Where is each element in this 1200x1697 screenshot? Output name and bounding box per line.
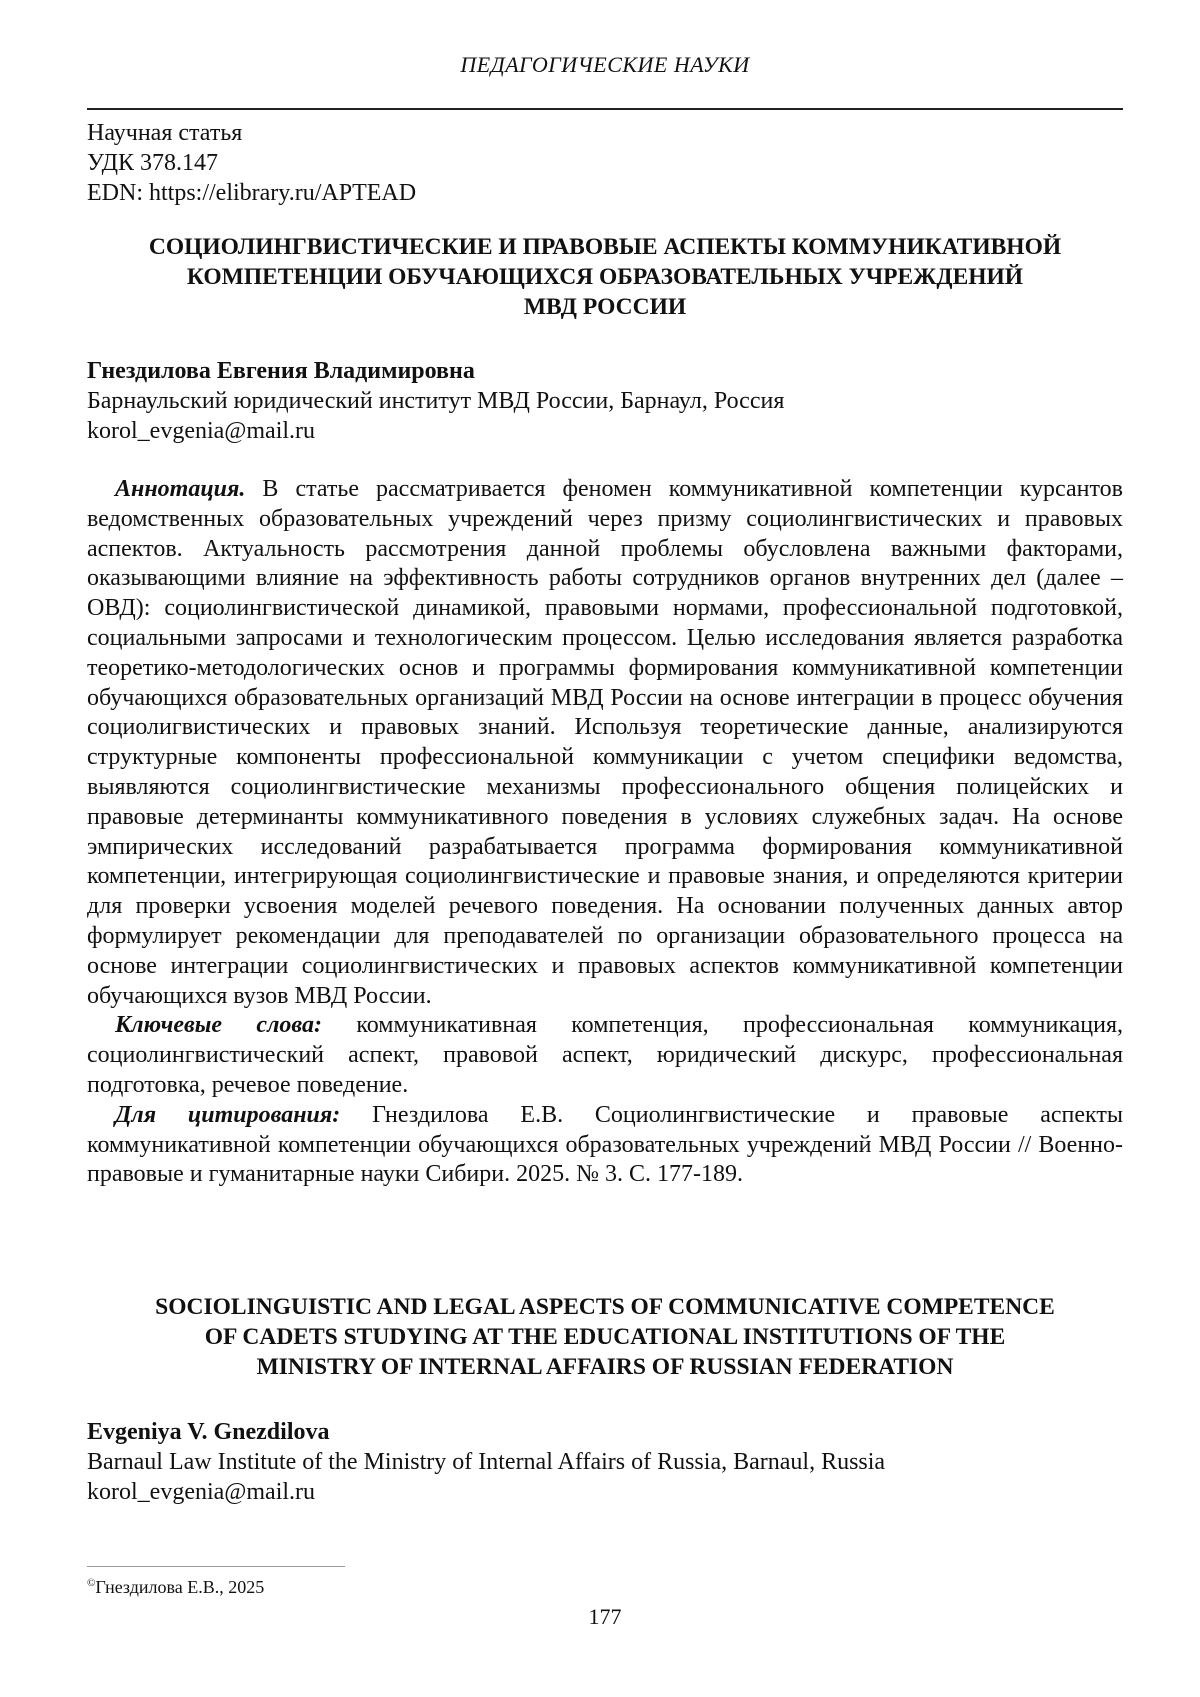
title-en-line-2: OF CADETS STUDYING AT THE EDUCATIONAL INSTITUTIONS OF THE: [204, 1324, 1006, 1350]
citation-paragraph: [87, 1101, 1123, 1190]
article-type: Научная статья: [87, 120, 243, 146]
footnote-rule: [87, 1566, 345, 1567]
title-ru-line-3: МВД РОССИИ: [523, 294, 687, 320]
copyright-text: Гнездилова Е.В., 2025: [95, 1577, 265, 1597]
page-number: 177: [588, 1604, 622, 1629]
author-email-en[interactable]: korol_evgenia@mail.ru: [87, 1479, 316, 1505]
edn-link[interactable]: EDN: https://elibrary.ru/APTEAD: [87, 180, 417, 206]
citation-label: Для цитирования:: [115, 1101, 341, 1128]
keywords-paragraph: [87, 1011, 1123, 1100]
author-block-russian: [87, 356, 784, 446]
title-ru-line-2: КОМПЕТЕНЦИИ ОБУЧАЮЩИХСЯ ОБРАЗОВАТЕЛЬНЫХ УЧРЕЖДЕНИЙ: [186, 264, 1024, 290]
author-name-ru: Гнездилова Евгения Владимировна: [87, 358, 475, 384]
citation-text: Гнездилова Е.В. Социолингвистические и правовые аспекты коммуникативной компетенции обучающихся образовательных учреждений МВД России // Военно-правовые и гуманитарные науки Сибири. 2025. № 3. С. 177-189.: [87, 1101, 1123, 1188]
author-affiliation-en: Barnaul Law Institute of the Ministry of Internal Affairs of Russia, Barnaul, Russia: [87, 1449, 886, 1475]
copyright-mark: ©: [87, 1577, 96, 1589]
title-ru-line-1: СОЦИОЛИНГВИСТИЧЕСКИЕ И ПРАВОВЫЕ АСПЕКТЫ КОММУНИКАТИВНОЙ: [148, 234, 1062, 260]
title-en-line-3: MINISTRY OF INTERNAL AFFAIRS OF RUSSIAN FEDERATION: [256, 1354, 954, 1380]
keywords-text: коммуникативная компетенция, профессиональная коммуникация, социолингвистический аспект, правовой аспект, юридический дискурс, профессиональная подготовка, речевое поведение.: [87, 1012, 1124, 1098]
title-russian: [87, 232, 1123, 322]
title-en-line-1: SOCIOLINGUISTIC AND LEGAL ASPECTS OF COMMUNICATIVE COMPETENCE: [155, 1294, 1055, 1320]
keywords-label: Ключевые слова:: [115, 1012, 322, 1039]
title-english: [87, 1292, 1123, 1382]
udk-code: УДК 378.147: [87, 150, 218, 176]
author-email-ru[interactable]: korol_evgenia@mail.ru: [87, 418, 316, 444]
author-name-en: Evgeniya V. Gnezdilova: [87, 1419, 330, 1445]
author-affiliation-ru: Барнаульский юридический институт МВД России, Барнаул, Россия: [87, 388, 785, 414]
running-head: ПЕДАГОГИЧЕСКИЕ НАУКИ: [460, 52, 750, 77]
author-block-english: [87, 1417, 885, 1507]
abstract-text: В статье рассматривается феномен коммуникативной компетенции курсантов ведомственных образовательных учреждений через призму социолингвистических и правовых аспектов. Актуальность рассмотрения данной проблемы обусловлена важными факторами, оказывающими влияние на эффективность работы сотрудников органов внутренних дел (далее – ОВД): социолингвистической динамикой, правовыми нормами, профессиональной подготовкой, социальными запросами и технологическим процессом. Целью исследования является разработка теоретико-методологических основ и программы формирования коммуникативной компетенции обучающихся образовательных организаций МВД России на основе интеграции в процесс обучения социолигвистических и правовых знаний. Используя теоретические данные, анализируются структурные компоненты профессиональной коммуникации с учетом специфики ведомства, выявляются социолингвистические механизмы профессионального общения полицейских и правовые детерминанты коммуникативного поведения в условиях служебных задач. На основе эмпирических исследований разрабатывается программа формирования коммуникативной компетенции, интегрирующая социолингвистические и правовые знания, и определяются критерии для проверки усвоения моделей речевого поведения. На основании полученных данных автор формулирует рекомендации для преподавателей по организации образовательного процесса на основе интеграции социолингвистических и правовых аспектов коммуникативной компетенции обучающихся вузов МВД России.: [87, 476, 1124, 1009]
copyright-footnote: [87, 1572, 264, 1598]
article-meta: [87, 118, 416, 208]
abstract-label: Аннотация.: [115, 476, 246, 502]
abstract-section: [87, 475, 1123, 1190]
abstract-paragraph: [87, 475, 1123, 1011]
header-rule: [87, 108, 1123, 110]
